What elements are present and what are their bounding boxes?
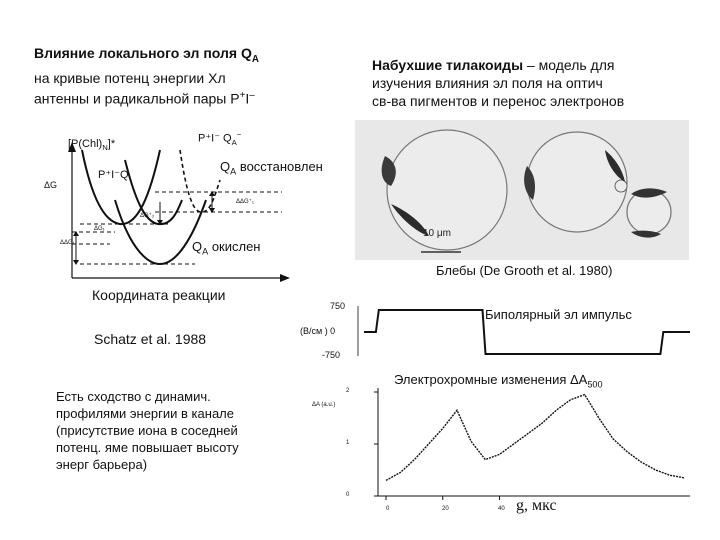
- ec-xtick-40: 40: [498, 506, 505, 512]
- right-title: Набухшие тилакоиды – модель для изучения влияния эл поля на оптич св-ва пигментов и перенос электронов: [372, 57, 625, 109]
- energy-diagram-caption: Координата реакции: [92, 287, 226, 303]
- ec-ytick-2: 2: [346, 388, 350, 394]
- label-ddg-left: ΔΔG₁: [60, 240, 75, 246]
- pulse-ytick-750: 750: [330, 301, 346, 311]
- label-dg-axis: ΔG: [44, 180, 58, 190]
- label-piqa-top: P⁺I⁻ $Q_A^-$: [198, 130, 242, 147]
- citation-schatz: Schatz et al. 1988: [94, 331, 207, 347]
- pulse-chart-title: Биполярный эл импульс: [485, 307, 632, 322]
- ec-ytick-1: 1: [346, 440, 350, 446]
- ec-y-label: ΔA (a.u.): [312, 402, 336, 408]
- pulse-y-unit: (В/см ) 0: [300, 326, 336, 336]
- micrograph-caption: Блебы (De Grooth et al. 1980): [436, 263, 613, 278]
- label-ddg1: ΔΔG⁺₁: [236, 199, 254, 205]
- left-title: Влияние локального эл поля $Q_A$ на кривые потенц энергии Хл антенны и радикальной пары Р+I–: [34, 45, 259, 107]
- label-pchl-excited: $[P(Chl)_N]*$: [68, 138, 116, 153]
- ec-series-line: [386, 395, 684, 481]
- label-dg1: ΔG₁: [94, 226, 105, 232]
- pulse-ytick-minus750: -750: [322, 350, 341, 360]
- ec-xtick-20: 20: [442, 506, 449, 512]
- ec-axis-ticks: [374, 392, 500, 500]
- label-qa-reduced: $Q_A$ восстановлен: [220, 159, 323, 177]
- ec-xtick-0: 0: [386, 506, 390, 512]
- ec-ytick-0: 0: [346, 492, 350, 498]
- ec-x-unit: g, мкс: [516, 497, 557, 514]
- scale-label: 10 μm: [423, 228, 451, 239]
- label-dg2: ΔG⁺₂: [140, 213, 155, 219]
- label-qa-oxidized: $Q_A$ окислен: [192, 239, 261, 257]
- similarity-note: Есть сходство с динамич. профилями энергии в канале (присутствие иона в соседней потенц. яме повышает высоту энерг барьера): [56, 389, 239, 472]
- ec-chart-title: Электрохромные изменения $\Delta A_{500}$: [394, 372, 603, 390]
- label-piq: P⁺I⁻Q: [98, 169, 129, 181]
